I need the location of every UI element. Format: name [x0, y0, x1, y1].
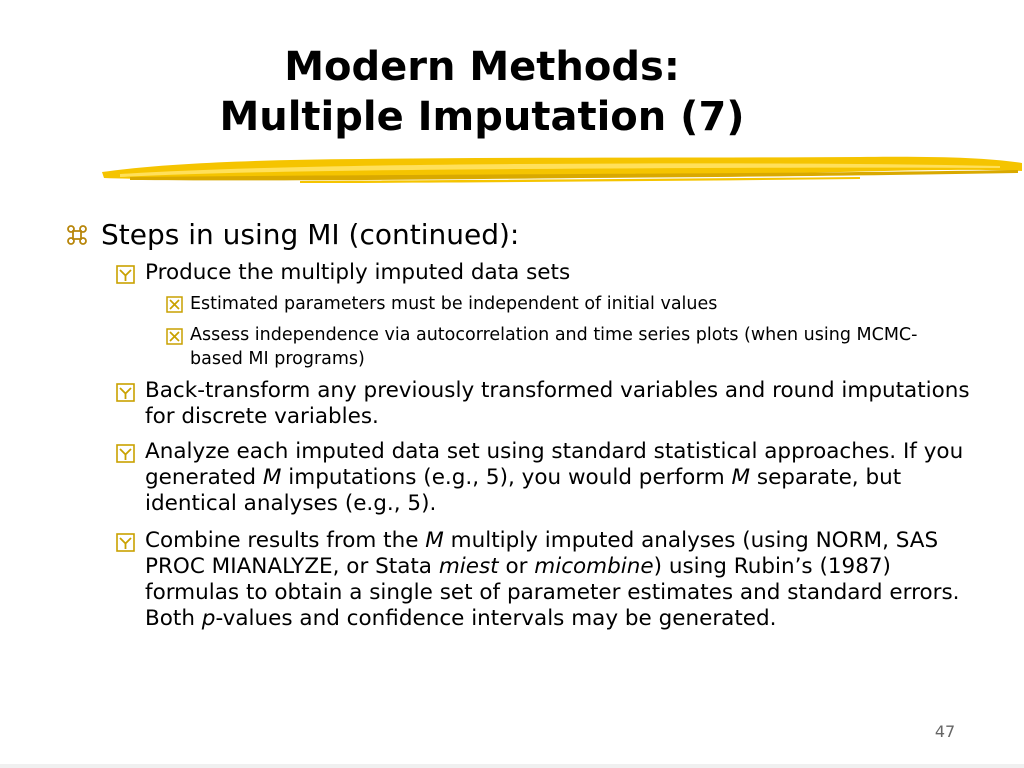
- z-bullet-icon: [66, 224, 88, 246]
- combine-m: M: [425, 528, 444, 553]
- page-number: 47: [934, 722, 956, 741]
- main-point: Steps in using MI (continued):: [101, 218, 520, 251]
- analyze-text-3: separate, but identical analyses (e.g., 5).: [145, 465, 902, 516]
- title-line-1: Modern Methods:: [284, 44, 680, 90]
- combine-text-1: Combine results from the: [145, 528, 426, 553]
- y-checkbox-icon: [116, 383, 135, 402]
- detail-item-1: Estimated parameters must be independent of initial values: [190, 294, 718, 314]
- analyze-m-1: M: [262, 465, 282, 490]
- combine-p: p: [201, 606, 216, 631]
- analyze-text-2: imputations (e.g., 5), you would perform: [281, 465, 732, 490]
- x-checkbox-icon: [166, 328, 183, 345]
- y-checkbox-icon: [116, 533, 135, 552]
- y-checkbox-icon: [116, 265, 135, 284]
- sub-point-combine: [145, 528, 975, 632]
- detail-item-2: Assess independence via autocorrelation and time series plots (when using MCMC-based MI programs): [190, 325, 918, 369]
- y-checkbox-icon: [116, 444, 135, 463]
- combine-miest: miest: [438, 554, 499, 579]
- sub-point-produce: Produce the multiply imputed data sets: [145, 260, 571, 285]
- combine-text-5: -values and confidence intervals may be generated.: [215, 606, 777, 631]
- bottom-divider: [0, 764, 1024, 768]
- combine-micombine: micombine: [534, 554, 654, 579]
- sub-point-back-transform: Back-transform any previously transformed variables and round imputations for discrete variables.: [145, 378, 970, 429]
- analyze-m-2: M: [731, 465, 751, 490]
- title-line-2: Multiple Imputation (7): [219, 94, 745, 140]
- x-checkbox-icon: [166, 296, 183, 313]
- sub-point-analyze: [145, 439, 975, 517]
- combine-text-3: or: [498, 554, 535, 579]
- analyze-text-1: Analyze each imputed data set using standard statistical approaches. If you generated: [145, 439, 964, 490]
- combine-text-4: ) using Rubin’s (1987) formulas to obtain a single set of parameter estimates and standard errors. Both: [145, 554, 960, 631]
- combine-text-2: multiply imputed analyses (using NORM, SAS PROC MIANALYZE, or Stata: [145, 528, 939, 579]
